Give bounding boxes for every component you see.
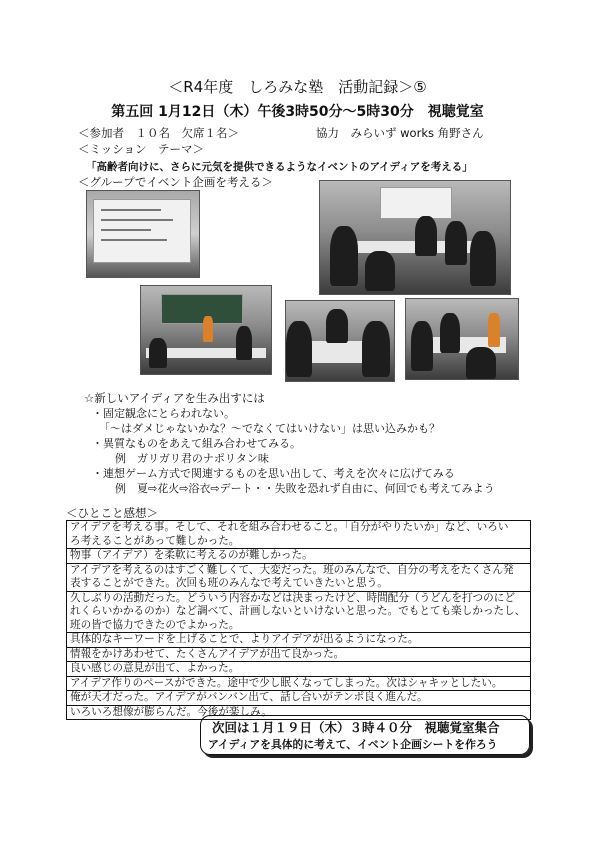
- comments-table: [66, 520, 531, 720]
- comment-line: 俺が天才だった。アイデアがバンバン出て、話し合いがテンポ良く進んだ。: [70, 691, 428, 703]
- comment-row: [67, 521, 530, 549]
- group-work-photo: [405, 298, 519, 380]
- comment-line: 物事（アイデア）を柔軟に考えるのが難しかった。: [70, 549, 313, 561]
- mission-text: 「高齢者向けに、さらに元気を提供できるようなイベントのアイディアを考える」: [86, 161, 473, 173]
- group-heading: ＜グループでイベント企画を考える＞: [78, 175, 273, 189]
- idea-item: ・連想ゲーム方式で関連するものを思い出して、考えを次々に広げてみる: [92, 467, 455, 480]
- comment-row: [67, 662, 530, 677]
- idea-item: 「～はダメじゃないかな？～でなくてはいけない」は思い込みかも？: [99, 422, 440, 435]
- table-discussion-photo: [285, 300, 395, 382]
- classroom-presentation-photo: [140, 285, 272, 375]
- idea-item: 例 ガリガリ君のナポリタン味: [115, 452, 269, 465]
- comment-line: アイデア作りのペースができた。途中で少し眠くなってしまった。次はシャキッとしたい。: [70, 676, 503, 689]
- idea-item: 例 夏⇨花火⇨浴衣⇨デート・・失敗を恐れず自由に、何回でも考えてみよう: [115, 482, 495, 495]
- comment-line: 具体的なキーワードを上げることで、よりアイデアが出るようになった。: [70, 633, 419, 645]
- next-session-date: 次回は１月１９日（木）３時４０分 視聴覚室集合: [212, 720, 500, 735]
- session-info: 第五回 1月12日（木）午後3時50分～5時30分 視聴覚室: [111, 104, 484, 120]
- comment-row: [67, 549, 530, 564]
- comment-row: [67, 592, 530, 634]
- ideas-heading: ☆新しいアイディアを生み出すには: [84, 391, 265, 405]
- comment-line: 表することができた。次回も班のみんなで考えていきたいと思う。: [70, 577, 388, 589]
- comment-line: 久しぶりの活動だった。どういう内容かなどは決まったけど、時間配分（うどんを打つのにど: [70, 591, 515, 604]
- comment-line: 情報をかけあわせて、たくさんアイデアが出て良かった。: [70, 647, 345, 660]
- comment-row: [67, 677, 530, 692]
- next-session-task: アイディアを具体的に考えて、イベント企画シートを作ろう: [208, 738, 498, 751]
- idea-item: ・固定観念にとらわれない。: [92, 407, 235, 420]
- comment-line: いろいろ想像が膨らんだ。今後が楽しみ。: [70, 705, 272, 718]
- participants-info: ＜参加者 １０名 欠席１名＞: [78, 126, 239, 140]
- idea-item: ・異質なものをあえて組み合わせてみる。: [92, 437, 301, 450]
- cooperation-info: 協力 みらいず works 角野さん: [316, 126, 484, 140]
- comment-line: 良い感じの意見が出て、よかった。: [70, 662, 240, 674]
- comment-row: [67, 564, 530, 592]
- whiteboard-photo: [86, 190, 200, 278]
- comment-line: アイデアを考える事。そして、それを組み合わせること。「自分がやりたいか」など、いろい: [70, 521, 509, 533]
- mission-heading: ＜ミッション テーマ＞: [78, 142, 205, 156]
- comment-line: 班の皆で協力できたのでよかった。: [70, 618, 240, 631]
- comment-line: アイデアを考えるのはすごく難しくて、大変だった。班のみんなで、自分の考えをたくさん発: [70, 563, 514, 576]
- comment-line: れくらいかかるのか）など調べて、計画しないといけないと思った。でもとても楽しかったし、: [70, 605, 526, 617]
- comment-row: [67, 633, 530, 648]
- comment-row: [67, 691, 530, 706]
- comment-row: [67, 648, 530, 663]
- page-title: ＜R4年度 しろみな塾 活動記録＞⑤: [168, 78, 427, 96]
- comments-heading: ＜ひとこと感想＞: [66, 506, 158, 520]
- classroom-group-photo: [319, 180, 511, 295]
- comment-line: ろ考えることがあって難しかった。: [70, 534, 240, 547]
